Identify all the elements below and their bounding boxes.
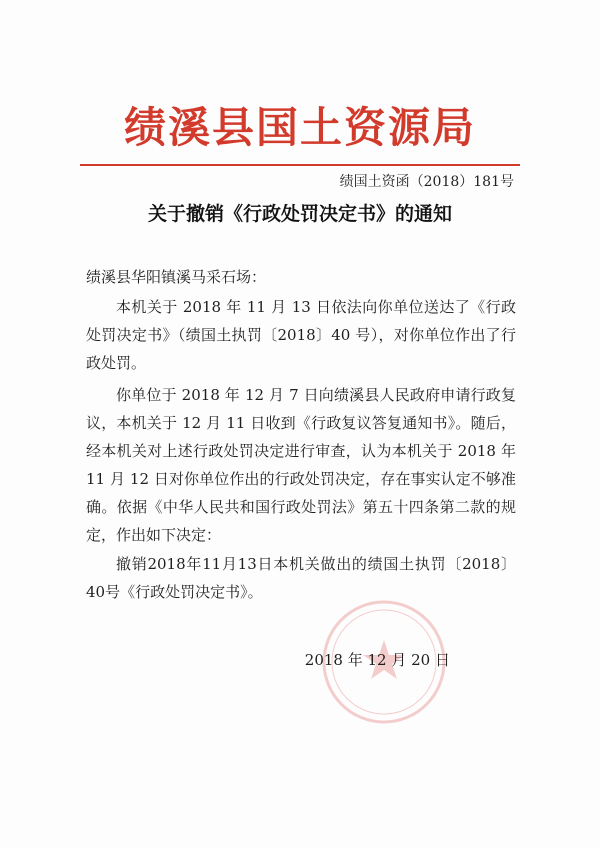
paragraph-3: 撤销2018年11月13日本机关做出的绩国土执罚〔2018〕40号《行政处罚决定书》。: [86, 555, 516, 601]
issue-date: 2018 年 12 月 20 日: [304, 651, 450, 669]
paragraph-1: 本机关于 2018 年 11 月 13 日依法向你单位送达了《行政处罚决定书》（绩国土执罚〔2018〕40 号），对你单位作出了行政处罚。: [86, 298, 516, 372]
document-number: 绩国土资函（2018）181号: [339, 174, 514, 190]
paragraph-2: 你单位于 2018 年 12 月 7 日向绩溪县人民政府申请行政复议，本机关于 12 月 11 日收到《行政复议答复通知书》。随后，经本机关对上述行政处罚决定进行审查，认为本机关于 2018 年 11 月 12 日对你单位作出的行政处罚决定，存在事实认定不够准确。依据《中华人民共和国行政处罚法》第五十四条第二款的规定，作出如下决定：: [86, 386, 516, 544]
organization-name: 绩溪县国土资源局: [123, 103, 476, 152]
addressee: 绩溪县华阳镇溪马采石场：: [86, 268, 267, 286]
notice-title: 关于撤销《行政处罚决定书》的通知: [147, 203, 452, 225]
red-header-rule: [80, 164, 520, 166]
